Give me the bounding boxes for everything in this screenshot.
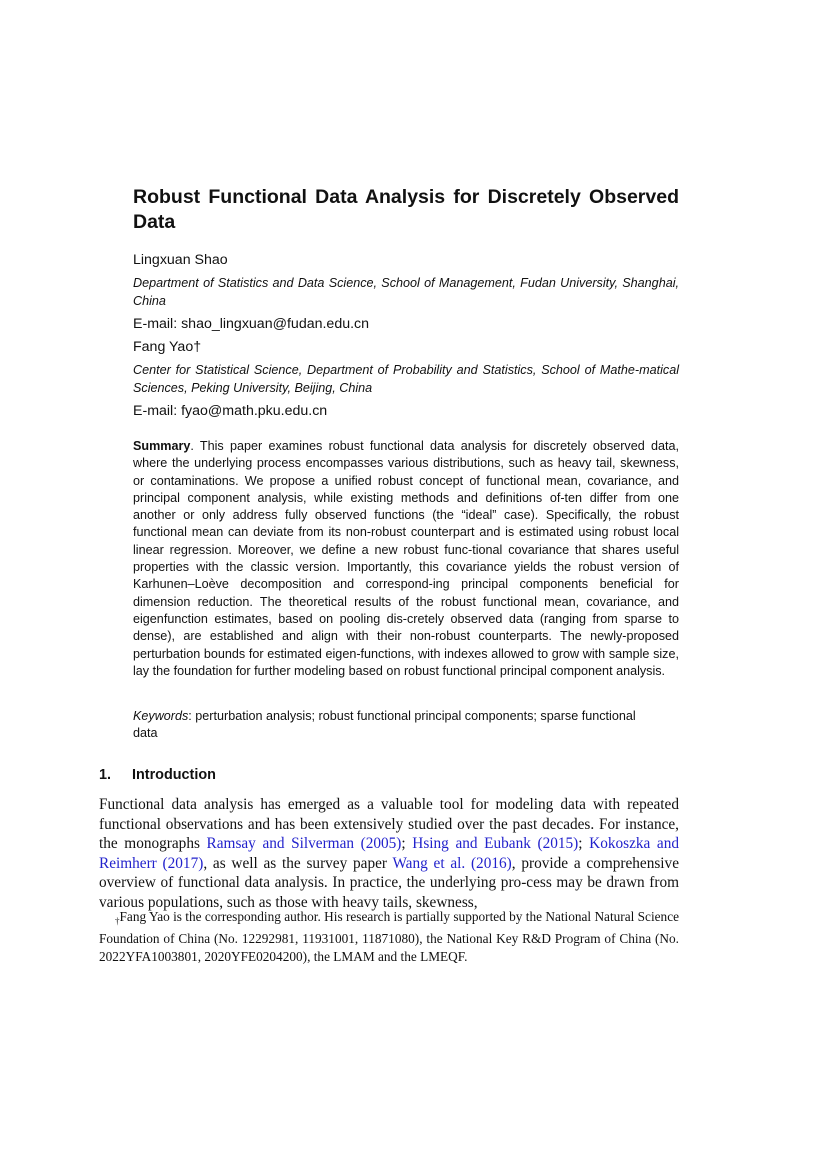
intro-text: ;: [401, 835, 413, 853]
dagger-footnote-mark: †: [115, 916, 120, 926]
intro-text: , provide a comprehensive overview of functional data analysis. In practice, the underlying pro-cess may be drawn from various populations, such as those with heavy tails, skewness,: [99, 854, 679, 911]
abstract: [133, 438, 679, 680]
section-number: 1.: [99, 767, 112, 783]
author-affiliation: Center for Statistical Science, Department of Probability and Statistics, School of Mathe-matical Sciences, Peking University, Beijing, China: [133, 363, 679, 395]
citation-link[interactable]: Ramsay and Silverman (2005): [206, 835, 402, 853]
intro-paragraph: [99, 795, 679, 913]
abstract-text: . This paper examines robust functional data analysis for discretely observed data, where the underlying process encompasses various distributions, such as heavy tail, skewness, or contaminations. We propose a unified robust concept of functional mean, covariance, and principal component analysis, while existing methods and definitions of-ten differ from one another or only address fully observed functions (the “ideal” case). Specifically, the robust functional mean can deviate from its non-robust counterpart and is estimated using robust local linear regression. Moreover, we define a new robust func-tional covariance that shares useful properties with the classic version. Importantly, this covariance yields the robust version of Karhunen–Loève decomposition and correspond-ing principal components beneficial for dimension reduction. The theoretical results of the robust functional mean, covariance, and eigenfunction estimates, based on pooling dis-cretely observed data (ranging from sparse to dense), are established and align with their non-robust counterparts. The newly-proposed perturbation bounds for estimated eigen-functions, with indexes allowed to grow with sample size, lay the foundation for further modeling based on robust functional principal component analysis.: [133, 439, 679, 678]
section-title: Introduction: [132, 767, 216, 783]
author-block-2: [133, 338, 679, 420]
citation-link[interactable]: Wang et al. (2016): [392, 854, 512, 872]
abstract-label: Summary: [133, 439, 191, 453]
keywords-label: Keywords: [133, 709, 189, 723]
paper-title: Robust Functional Data Analysis for Discretely Observed Data: [133, 186, 679, 234]
section-heading: [99, 766, 216, 784]
intro-text: ;: [578, 835, 590, 853]
author-name: Fang Yao†: [133, 339, 202, 355]
author-email[interactable]: E-mail: fyao@math.pku.edu.cn: [133, 403, 328, 419]
author-email[interactable]: E-mail: shao_lingxuan@fudan.edu.cn: [133, 316, 370, 332]
citation-link[interactable]: Hsing and Eubank (2015): [412, 835, 579, 853]
author-affiliation: Department of Statistics and Data Science, School of Management, Fudan University, Shanghai, China: [133, 276, 679, 308]
keywords: [133, 708, 653, 743]
keywords-text: : perturbation analysis; robust functional principal components; sparse functional data: [133, 709, 636, 741]
intro-text: , as well as the survey paper: [203, 854, 393, 872]
author-name: Lingxuan Shao: [133, 252, 228, 268]
intro-text: Functional data analysis has emerged as a valuable tool for modeling data with repeated functional observations and has been extensively studied over the past decades. For instance, the monographs: [99, 796, 679, 853]
footnote-text: Fang Yao is the corresponding author. His research is partially supported by the National Natural Science Foundation of China (No. 12292981, 11931001, 11871080), the National Key R&D Program of China (No. 2022YFA1003801, 2020YFE0204200), the LMAM and the LMEQF.: [99, 909, 680, 965]
footnote: [99, 908, 679, 967]
author-block-1: [133, 251, 679, 333]
citation-link[interactable]: Kokoszka and Reimherr (2017): [99, 835, 680, 872]
